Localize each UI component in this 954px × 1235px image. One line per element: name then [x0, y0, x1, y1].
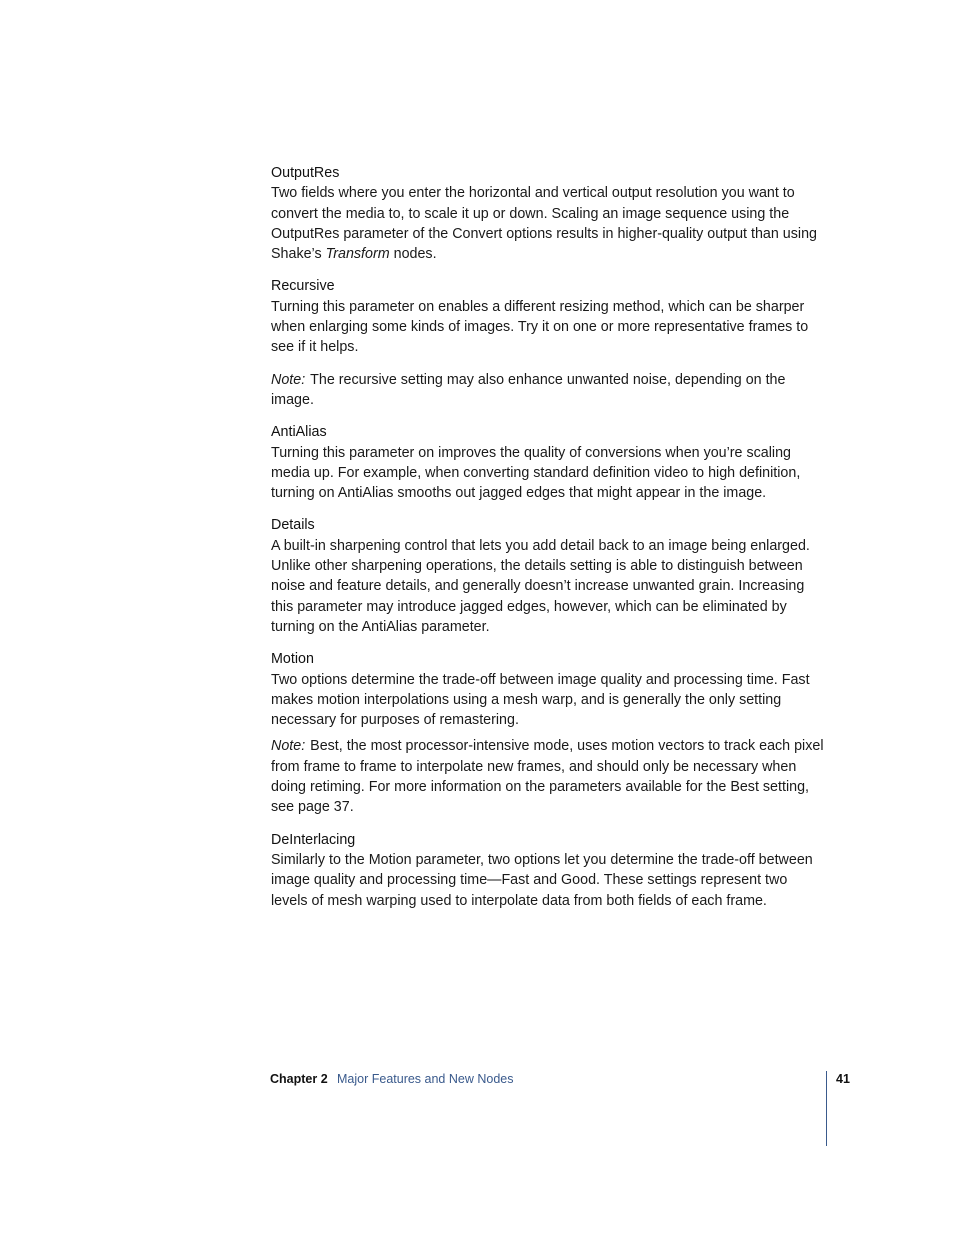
- section-heading: Motion: [271, 651, 314, 668]
- section-body: [271, 183, 827, 264]
- section-outputres: [271, 163, 827, 264]
- section-body: Two options determine the trade-off between image quality and processing time. Fast makes motion interpolations using a mesh warp, and is generally the only setting necessary for purposes of remastering.: [271, 671, 810, 729]
- section-deinterlacing: [271, 830, 827, 911]
- page-number: 41: [836, 1072, 850, 1086]
- section-recursive: [271, 276, 827, 357]
- document-body: [271, 163, 827, 923]
- section-motion: [271, 649, 827, 817]
- section-heading: Recursive: [271, 278, 335, 295]
- section-antialias: [271, 422, 827, 503]
- note-lead: Note:: [271, 738, 306, 755]
- section-body: Similarly to the Motion parameter, two options let you determine the trade-off between image quality and processing time—Fast and Good. These settings represent two levels of mesh warping used to interpolate data from both fields of each frame.: [271, 851, 813, 909]
- footer-divider: [826, 1071, 827, 1146]
- body-text: Two fields where you enter the horizontal and vertical output resolution you want to convert the media to, to scale it up or down. Scaling an image sequence using the OutputRes parameter of the Convert options results in higher-quality output than using Shake’s: [271, 185, 817, 263]
- note-text: The recursive setting may also enhance unwanted noise, depending on the image.: [271, 371, 786, 408]
- section-body: Turning this parameter on enables a different resizing method, which can be sharper when enlarging some kinds of images. Try it on one or more representative frames to see if it helps.: [271, 298, 809, 356]
- section-heading: AntiAlias: [271, 424, 327, 441]
- note-recursive: [271, 370, 827, 411]
- section-heading: OutputRes: [271, 165, 340, 181]
- section-body: Turning this parameter on improves the quality of conversions when you’re scaling media up. For example, when converting standard definition video to high definition, turning on AntiAlias smooths out jagged edges that might appear in the image.: [271, 444, 801, 502]
- section-heading: DeInterlacing: [271, 831, 356, 848]
- note-motion: [271, 736, 827, 817]
- body-italic-term: Transform: [325, 246, 390, 263]
- chapter-title-link[interactable]: Major Features and New Nodes: [337, 1072, 514, 1086]
- page-footer: [270, 1072, 830, 1092]
- section-body: A built-in sharpening control that lets you add detail back to an image being enlarged. Unlike other sharpening operations, the details setting is able to distinguish between noise and feature details, and generally doesn’t increase unwanted grain. Increasing this parameter may introduce jagged edges, however, which can be eliminated by turning on the AntiAlias parameter.: [271, 537, 810, 635]
- body-text: nodes.: [389, 246, 437, 263]
- note-text: Best, the most processor-intensive mode, uses motion vectors to track each pixel from frame to frame to interpolate new frames, and should only be necessary when doing retiming. For more information on the parameters available for the Best setting, see page 37.: [271, 738, 824, 816]
- section-heading: Details: [271, 517, 315, 534]
- section-details: [271, 515, 827, 637]
- chapter-label: Chapter 2: [270, 1072, 328, 1086]
- note-lead: Note:: [271, 371, 306, 388]
